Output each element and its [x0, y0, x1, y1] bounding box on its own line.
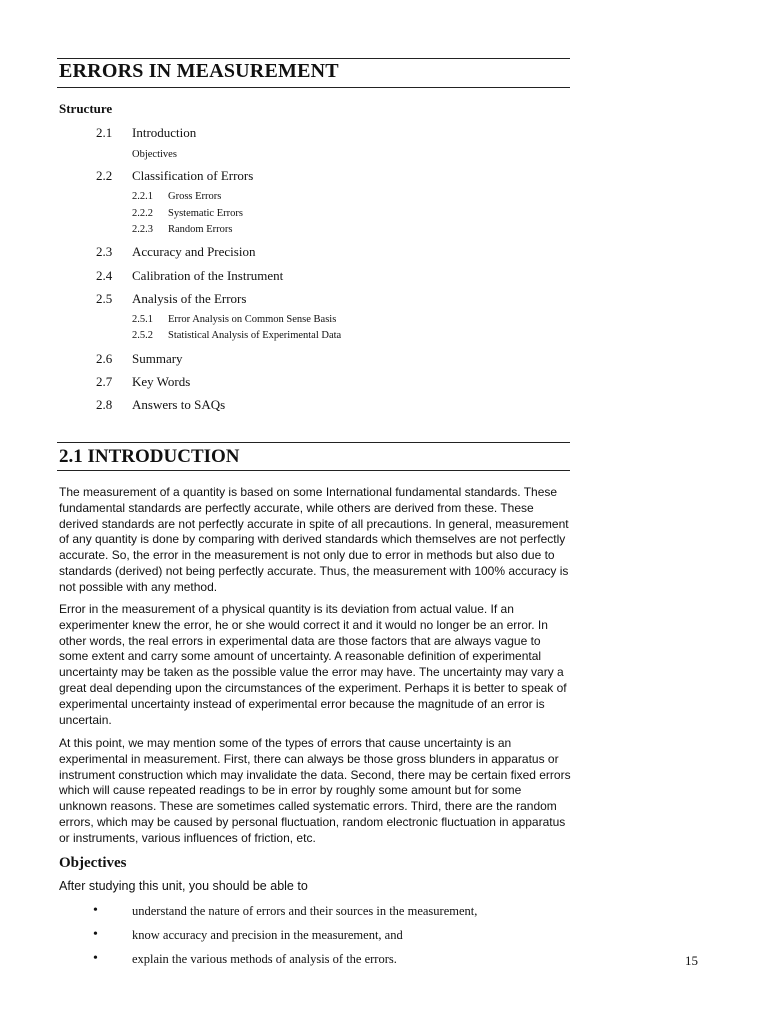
toc-sub-number: 2.5.2: [132, 330, 153, 341]
toc-number: 2.2: [96, 168, 113, 183]
toc-number: 2.8: [96, 397, 113, 412]
section-heading-introduction: 2.1 INTRODUCTION: [59, 446, 240, 467]
toc-sub-label: Statistical Analysis of Experimental Data: [168, 330, 342, 341]
toc-sub-label: Error Analysis on Common Sense Basis: [168, 314, 337, 325]
structure-label: Structure: [59, 101, 113, 116]
toc-number: 2.6: [96, 351, 113, 366]
toc-label: Accuracy and Precision: [132, 244, 256, 259]
toc-sub-number: 2.2.3: [132, 224, 153, 235]
bullet-icon: •: [93, 951, 98, 966]
objectives-heading: Objectives: [59, 855, 127, 871]
toc-sub-number: 2.2.2: [132, 208, 153, 219]
page-number: 15: [685, 953, 698, 968]
objective-item: explain the various methods of analysis of the errors.: [132, 952, 397, 966]
toc-label: Answers to SAQs: [132, 397, 226, 412]
toc-sub-label: Objectives: [132, 149, 177, 160]
bullet-icon: •: [93, 927, 98, 942]
section-top-rule: [57, 442, 570, 443]
bullet-icon: •: [93, 903, 98, 918]
paragraph-3: At this point, we may mention some of the types of errors that cause uncertainty is an experimental in measurement. First, there can always be those gross blunders in apparatus or instrument construction which may invalidate the data. Second, there may be certain fixed errors which will cause repeated readings to be in error by roughly some amount but for some unknown reasons. These are sometimes called systematic errors. Third, there are the random errors, which may be caused by personal fluctuation, random electronic fluctuation in apparatus or instruments, various influences of friction, etc.: [59, 736, 571, 845]
toc-sub-number: 2.5.1: [132, 314, 153, 325]
objective-item: know accuracy and precision in the measurement, and: [132, 928, 403, 942]
top-rule: [57, 58, 570, 59]
toc-sub-label: Gross Errors: [168, 191, 222, 202]
toc-label: Summary: [132, 351, 183, 366]
toc-sub-label: Random Errors: [168, 224, 233, 235]
toc-sub-label: Systematic Errors: [168, 208, 243, 219]
paragraph-2: Error in the measurement of a physical quantity is its deviation from actual value. If an experimenter knew the error, he or she would correct it and it would no longer be an error. In other words, the real errors in experimental data are those factors that are always vague to some extent and carry some amount of uncertainty. A reasonable definition of experimental uncertainty may be taken as the possible value the error may have. The uncertainty may vary a great deal depending upon the circumstances of the experiment. Perhaps it is better to speak of experimental uncertainty instead of experimental error because the magnitude of an error is uncertain.: [59, 602, 567, 727]
toc-number: 2.1: [96, 125, 113, 140]
toc-label: Classification of Errors: [132, 168, 254, 183]
toc-number: 2.7: [96, 374, 113, 389]
objectives-intro: After studying this unit, you should be able to: [59, 879, 308, 893]
section-bottom-rule: [57, 470, 570, 471]
toc-sub-number: 2.2.1: [132, 191, 153, 202]
toc-label: Analysis of the Errors: [132, 291, 247, 306]
toc-number: 2.5: [96, 291, 113, 306]
toc-label: Key Words: [132, 374, 191, 389]
toc-number: 2.4: [96, 268, 113, 283]
paragraph-1: The measurement of a quantity is based on some International fundamental standards. These fundamental standards are perfectly accurate, while others are derived from these. These derived standards are not perfectly accurate in spite of all precautions. In general, measurement of any quantity is done by comparing with derived standards which themselves are not perfectly accurate. So, the error in the measurement is not only due to error in methods but also due to standards (derived) not being perfectly accurate. Thus, the measurement with 100% accuracy is not possible with any method.: [59, 485, 569, 594]
page-title: ERRORS IN MEASUREMENT: [59, 60, 339, 82]
title-underline: [57, 87, 570, 88]
toc-label: Introduction: [132, 125, 197, 140]
toc-number: 2.3: [96, 244, 113, 259]
objective-item: understand the nature of errors and their sources in the measurement,: [132, 904, 478, 918]
toc-label: Calibration of the Instrument: [132, 268, 284, 283]
